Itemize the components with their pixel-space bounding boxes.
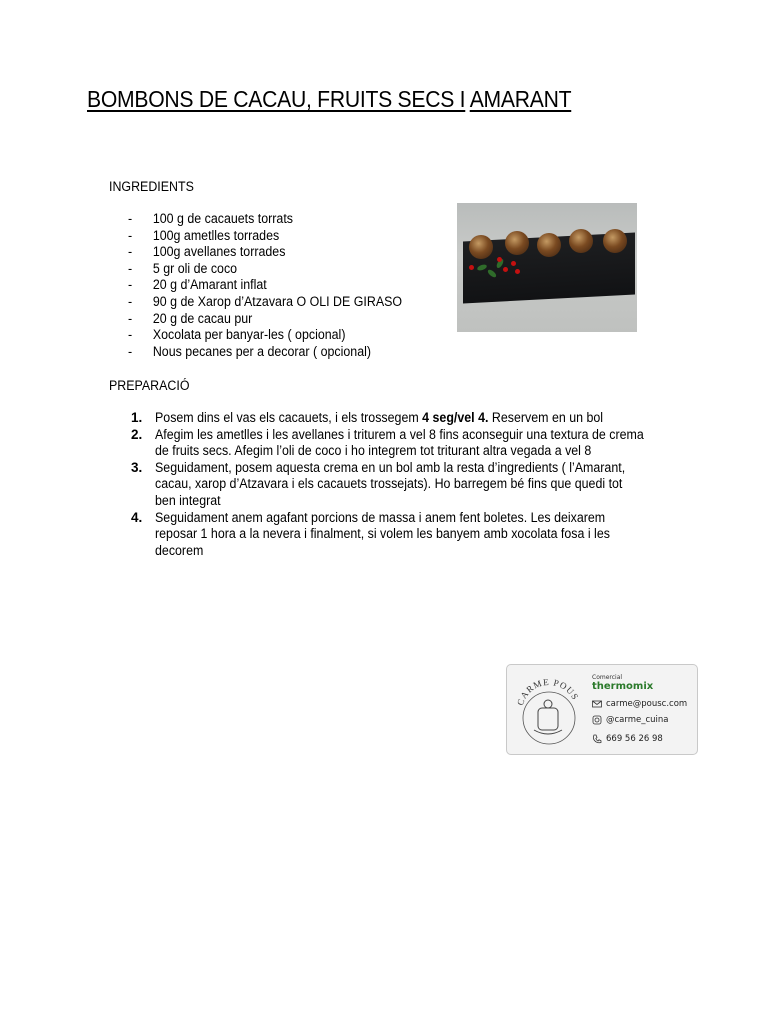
list-item: - Xocolata per banyar-les ( opcional) <box>128 327 346 343</box>
instagram-icon <box>592 715 602 725</box>
svg-text:CARME POUS: CARME POUS <box>514 676 581 707</box>
card-comercial: Comercial <box>592 674 623 681</box>
card-email: carme@pousc.com <box>606 699 688 709</box>
list-item: - 100g ametlles torrades <box>128 227 280 243</box>
card-instagram-row <box>592 715 669 725</box>
list-item: 3. Seguidament, posem aquesta crema en un bol amb la resta d’ingredients ( l’Amarant, cacau, xarop d’Atzavara i els cacauets trossejats). Ho barregem bé fins que quedi tot ben integrat <box>131 459 626 508</box>
card-brand: thermomix <box>592 681 654 692</box>
preparation-heading: PREPARACIÓ <box>109 378 190 393</box>
card-phone: 669 56 26 98 <box>606 734 663 744</box>
ingredients-heading: INGREDIENTS <box>109 179 194 194</box>
mail-icon <box>592 699 602 709</box>
list-item: - 5 gr oli de coco <box>128 260 238 276</box>
ingredients-list <box>128 211 426 360</box>
title-part1: BOMBONS DE CACAU, FRUITS SECS I <box>87 86 466 112</box>
list-item: - 20 g de cacau pur <box>128 310 253 326</box>
card-email-row <box>592 699 687 709</box>
title-part2: AMARANT <box>469 86 572 112</box>
steps-list <box>131 410 691 559</box>
card-phone-row <box>592 734 663 744</box>
list-item: - 90 g de Xarop d’Atzavara O OLI DE GIRASO <box>128 293 403 309</box>
carme-pous-logo <box>510 668 588 750</box>
business-card <box>506 664 698 755</box>
list-item: 4. Seguidament anem agafant porcions de massa i anem fent boletes. Les deixarem reposar 1 hora a la nevera i finalment, si volem les banyem amb xocolata fosa i les decorem <box>131 509 610 558</box>
list-item: - Nous pecanes per a decorar ( opcional) <box>128 343 372 359</box>
card-instagram: @carme_cuina <box>606 715 669 725</box>
list-item: 1. Posem dins el vas els cacauets, i els trossegem 4 seg/vel 4. Reservem en un bol <box>131 410 604 425</box>
bonbons-photo <box>457 203 637 332</box>
page-title <box>87 86 571 113</box>
list-item: - 100g avellanes torrades <box>128 244 286 260</box>
list-item: 2. Afegim les ametlles i les avellanes i triturem a vel 8 fins aconseguir una textura de crema de fruits secs. Afegim l’oli de coco i ho integrem tot triturant altra vegada a vel 8 <box>131 426 644 459</box>
list-item: - 100 g de cacauets torrats <box>128 211 293 226</box>
phone-icon <box>592 734 602 744</box>
list-item: - 20 g d’Amarant inflat <box>128 277 267 293</box>
